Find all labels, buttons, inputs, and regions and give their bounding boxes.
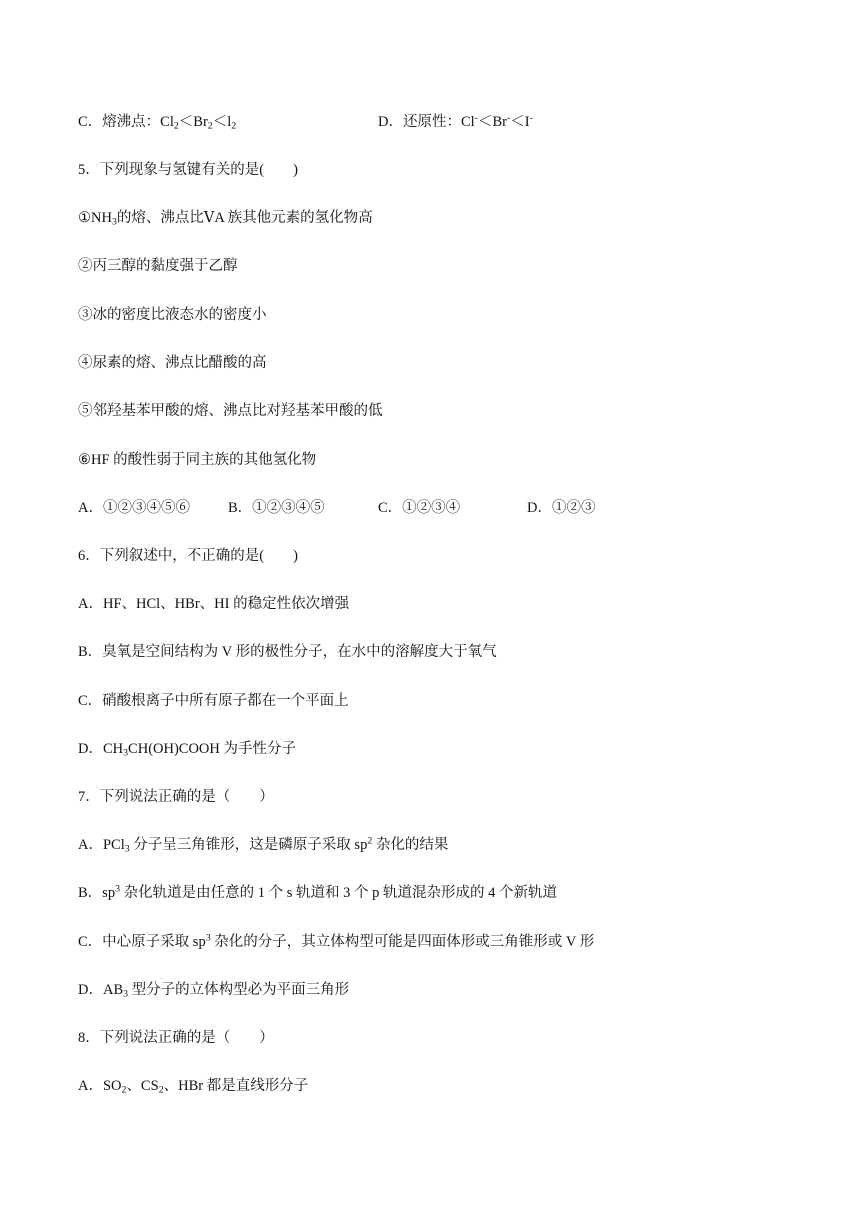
q6-option-c: C．硝酸根离子中所有原子都在一个平面上 (78, 693, 349, 709)
q7-b-text2: 杂化轨道是由任意的 1 个 s 轨道和 3 个 p 轨道混杂形成的 4 个新轨道 (120, 885, 558, 901)
q7-d-text2: 型分子的立体构型必为平面三角形 (128, 982, 350, 998)
q7-c-text2: 杂化的分子，其立体构型可能是四面体形或三角锥形或 V 形 (210, 934, 595, 950)
q5-item-1-sub: 3 (111, 216, 117, 228)
q7-a-text3: 杂化的结果 (372, 837, 449, 853)
q4-d-text: D．还原性：Cl (378, 114, 475, 130)
q8-a-sub1: 2 (121, 1084, 127, 1096)
q4-d-sup3: - (529, 112, 533, 124)
q6-d-sub: 3 (123, 747, 129, 759)
q7-c-text: C．中心原子采取 sp (78, 934, 206, 950)
q7-a-sup: 2 (367, 835, 373, 847)
q5-option-a: A．①②③④⑤⑥ (78, 500, 190, 516)
q5-item-4: ④尿素的熔、沸点比醋酸的高 (78, 355, 267, 371)
q7-d-sub: 3 (123, 988, 129, 1000)
q7-option-c (78, 932, 594, 952)
q4-c-text2: ＜Br (178, 114, 208, 130)
q6-option-b: B．臭氧是空间结构为 V 形的极性分子，在水中的溶解度大于氧气 (78, 644, 497, 660)
q4-d-text3: ＜I (510, 114, 530, 130)
q5-item-1-text: ①NH (78, 210, 112, 226)
q6-option-a: A．HF、HCl、HBr、HI 的稳定性依次增强 (78, 596, 350, 612)
q4-d-sup2: - (506, 112, 511, 124)
q5-item-3: ③冰的密度比液态水的密度小 (78, 307, 267, 323)
q7-option-b (78, 883, 557, 903)
q6-d-text2: CH(OH)COOH 为手性分子 (128, 741, 297, 757)
q4-c-text3: ＜l (212, 114, 232, 130)
q7-b-sup: 3 (115, 883, 120, 895)
q7-option-d (78, 980, 349, 1000)
q4-c-sub2: 2 (207, 120, 213, 132)
q8-a-text: A．SO (78, 1078, 122, 1094)
q5-item-5: ⑤邻羟基苯甲酸的熔、沸点比对羟基苯甲酸的低 (78, 403, 383, 419)
q7-stem: 7．下列说法正确的是（ ） (78, 789, 274, 805)
q7-a-text: A．PCl (78, 837, 125, 853)
q5-item-1 (78, 208, 373, 228)
q8-a-sub2: 2 (158, 1084, 164, 1096)
q5-item-2: ②丙三醇的黏度强于乙醇 (78, 258, 238, 274)
q4-c-sub3: 2 (231, 120, 237, 132)
q4-c-text: C．熔沸点：Cl (78, 114, 174, 130)
q6-option-d (78, 739, 296, 759)
q6-d-text: D．CH (78, 741, 124, 757)
q8-stem: 8．下列说法正确的是（ ） (78, 1030, 274, 1046)
q7-d-text: D．AB (78, 982, 124, 998)
q5-option-d: D．①②③ (527, 500, 596, 516)
q5-option-c: C．①②③④ (378, 500, 461, 516)
q7-c-sup: 3 (205, 932, 211, 944)
q4-c-sub1: 2 (173, 120, 179, 132)
q7-b-text: B．sp (78, 885, 116, 901)
q4-option-c (78, 112, 236, 132)
q8-a-text2: 、CS (126, 1078, 159, 1094)
q6-stem: 6．下列叙述中，不正确的是( ) (78, 548, 298, 564)
q4-d-sup1: - (474, 112, 478, 124)
q5-option-b: B．①②③④⑤ (228, 500, 325, 516)
q7-option-a (78, 835, 448, 855)
q7-a-text2: 分子呈三角锥形，这是磷原子采取 sp (129, 837, 368, 853)
q8-option-a (78, 1076, 308, 1096)
q5-item-1-text2: 的熔、沸点比ⅤA 族其他元素的氢化物高 (116, 210, 373, 226)
q4-d-text2: ＜Br (477, 114, 507, 130)
q5-stem: 5．下列现象与氢键有关的是( ) (78, 162, 298, 178)
q5-item-6: ⑥HF 的酸性弱于同主族的其他氢化物 (78, 452, 317, 468)
q4-option-d (378, 112, 533, 132)
q8-a-text3: 、HBr 都是直线形分子 (163, 1078, 309, 1094)
q7-a-sub: 3 (124, 843, 130, 855)
